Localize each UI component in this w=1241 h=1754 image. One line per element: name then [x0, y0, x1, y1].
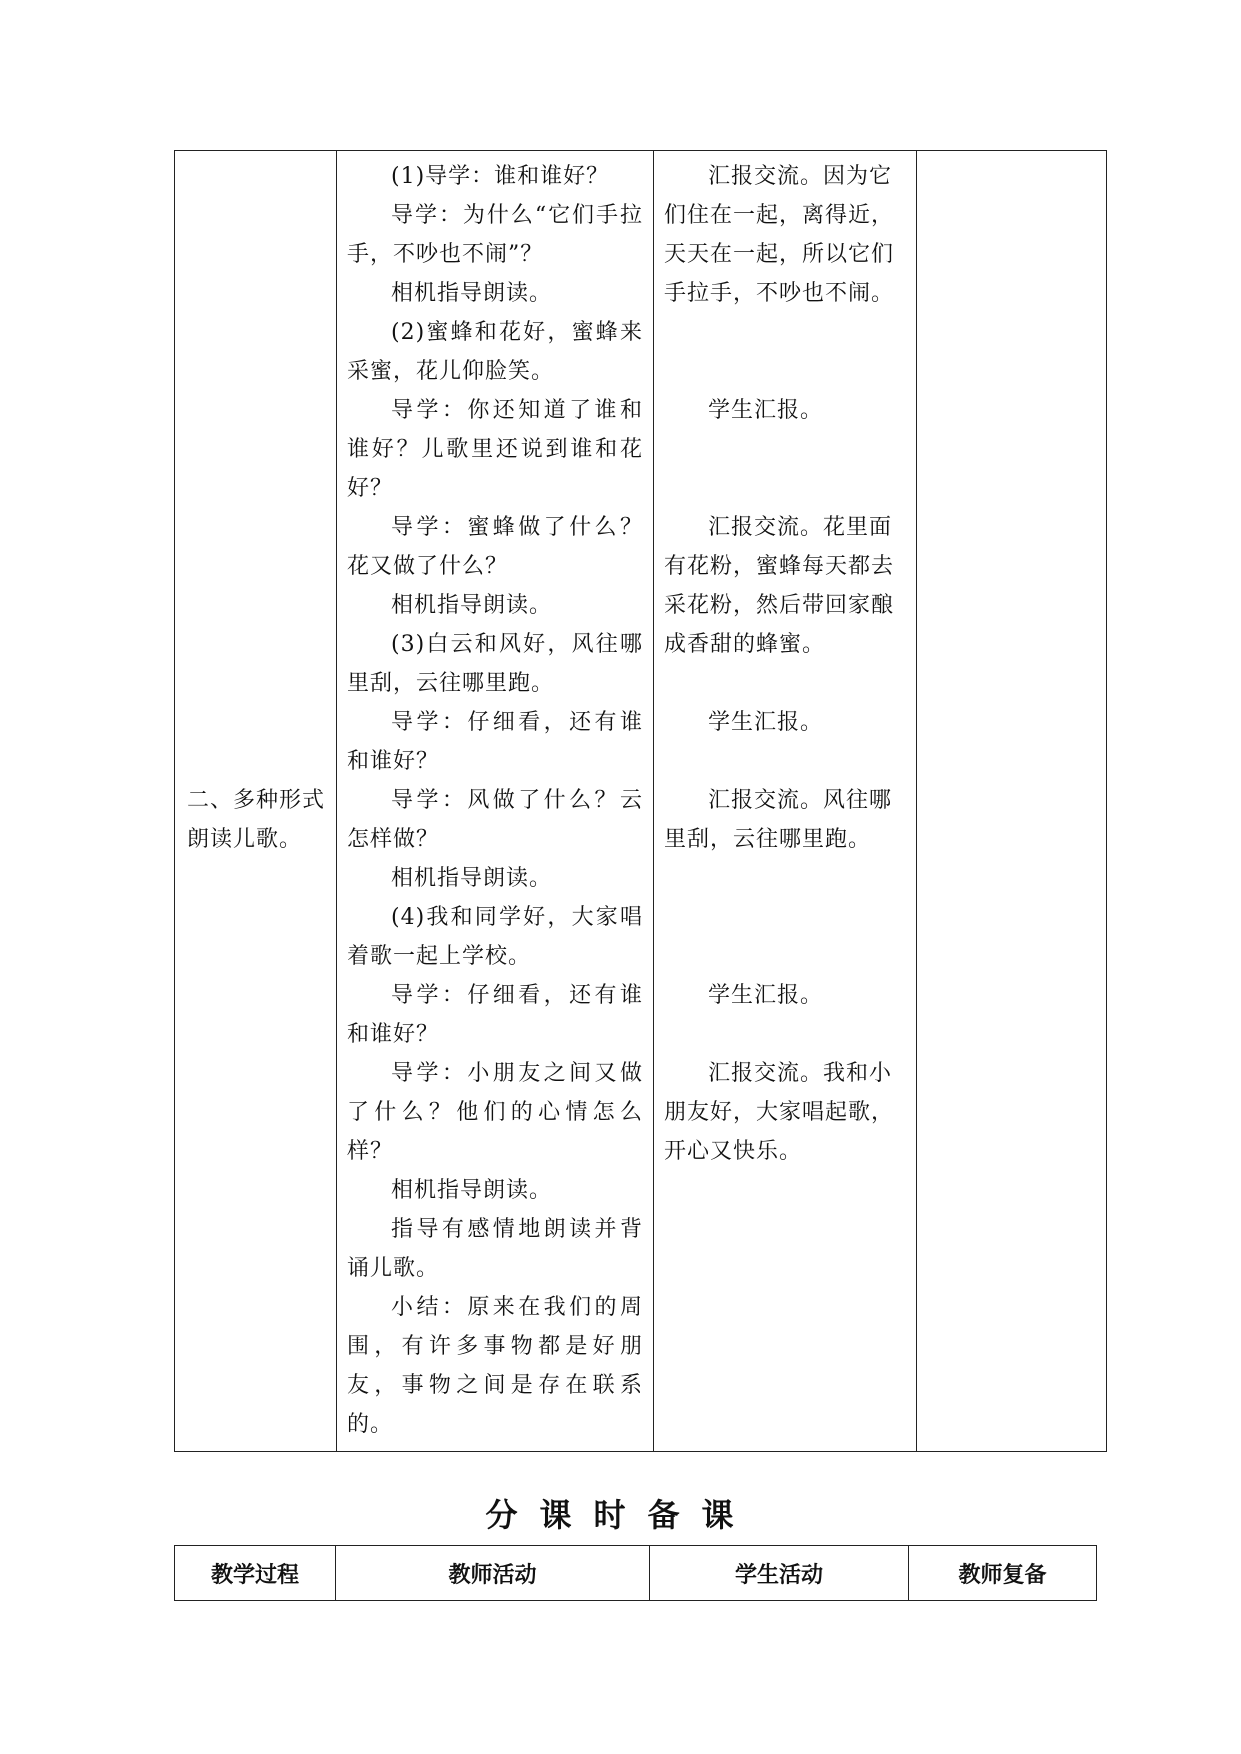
lesson-table	[174, 150, 1107, 1452]
student-item: 汇报交流。因为它们住在一起，离得近，天天在一起，所以它们手拉手，不吵也不闹。	[664, 164, 895, 306]
teacher-paragraph: 相机指导朗读。	[391, 1178, 553, 1203]
teacher-paragraph: (1)导学：谁和谁好？	[391, 164, 610, 189]
student-item: 学生汇报。	[708, 398, 824, 423]
header-teaching-process: 教学过程	[175, 1546, 336, 1601]
teacher-paragraph: 导学：仔细看，还有谁和谁好？	[347, 710, 643, 774]
teacher-paragraph: (4)我和同学好，大家唱着歌一起上学校。	[347, 905, 643, 969]
teacher-paragraph: 相机指导朗读。	[391, 866, 553, 891]
student-activity-cell	[654, 151, 917, 1452]
teacher-paragraph: 导学：小朋友之间又做了什么？他们的心情怎么样？	[347, 1061, 643, 1164]
teacher-paragraph: 导学：仔细看，还有谁和谁好？	[347, 983, 643, 1047]
header-table	[174, 1545, 1097, 1601]
table-row	[175, 151, 1107, 1452]
teacher-activity-list	[337, 151, 653, 1444]
teacher-notes-cell	[917, 151, 1107, 1452]
teacher-paragraph: 导学：你还知道了谁和谁好？儿歌里还说到谁和花好？	[347, 398, 643, 501]
header-teacher-review: 教师复备	[909, 1546, 1097, 1601]
teacher-paragraph: 指导有感情地朗读并背诵儿歌。	[347, 1217, 643, 1281]
student-activity-list	[654, 151, 916, 1447]
stage-text: 二、多种形式朗读儿歌。	[187, 788, 326, 852]
section-title: 分课时备课	[485, 1496, 756, 1534]
header-row	[175, 1546, 1097, 1601]
teacher-paragraph: 导学：蜜蜂做了什么？花又做了什么？	[347, 515, 643, 579]
student-item: 学生汇报。	[708, 710, 824, 735]
student-item: 汇报交流。花里面有花粉，蜜蜂每天都去采花粉，然后带回家酿成香甜的蜂蜜。	[664, 515, 895, 657]
student-item: 学生汇报。	[708, 983, 824, 1008]
teacher-paragraph: 相机指导朗读。	[391, 281, 553, 306]
stage-cell	[175, 151, 337, 1452]
header-teacher-activity: 教师活动	[336, 1546, 650, 1601]
student-item: 汇报交流。风往哪里刮，云往哪里跑。	[664, 788, 893, 852]
header-student-activity: 学生活动	[650, 1546, 909, 1601]
teacher-paragraph: 导学：为什么“它们手拉手，不吵也不闹”？	[347, 203, 643, 267]
teacher-activity-cell	[337, 151, 654, 1452]
teacher-paragraph: 小结：原来在我们的周围，有许多事物都是好朋友，事物之间是存在联系的。	[347, 1295, 643, 1437]
teacher-paragraph: 导学：风做了什么？云怎样做？	[347, 788, 643, 852]
teacher-paragraph: (3)白云和风好，风往哪里刮，云往哪里跑。	[347, 632, 643, 696]
teacher-paragraph: (2)蜜蜂和花好，蜜蜂来采蜜，花儿仰脸笑。	[347, 320, 643, 384]
student-item: 汇报交流。我和小朋友好，大家唱起歌，开心又快乐。	[664, 1061, 895, 1164]
teacher-paragraph: 相机指导朗读。	[391, 593, 553, 618]
